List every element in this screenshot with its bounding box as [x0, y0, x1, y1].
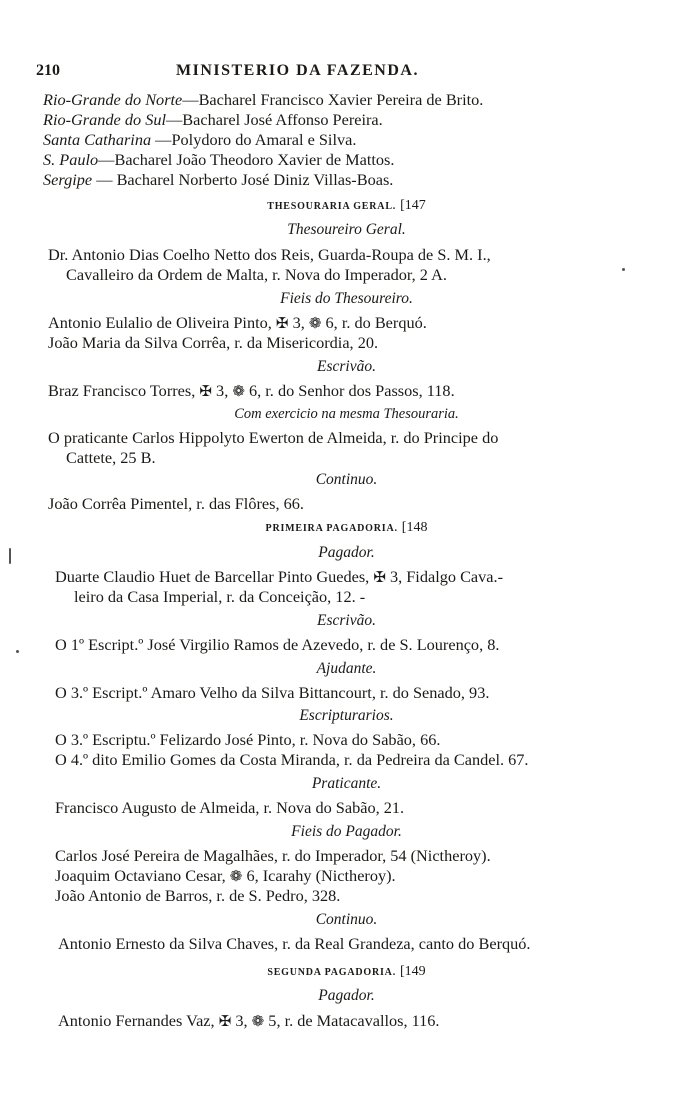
role-heading: Thesoureiro Geral.	[287, 221, 406, 238]
entry-line: João Antonio de Barros, r. de S. Pedro, 328.	[55, 886, 341, 905]
role-heading: Com exercicio na mesma Thesouraria.	[234, 406, 459, 422]
role-heading: Praticante.	[311, 775, 382, 792]
role-heading: Fieis do Thesoureiro.	[280, 290, 413, 307]
entry-line: João Corrêa Pimentel, r. das Flôres, 66.	[48, 494, 304, 513]
page-number: 210	[36, 62, 60, 79]
rose-order-icon: ❁	[232, 384, 245, 400]
entry-line: O 1º Escript.º José Virgilio Ramos de Azevedo, r. de S. Lourenço, 8.	[55, 635, 500, 654]
scan-speck	[622, 268, 625, 271]
cross-icon: ✠	[199, 384, 212, 400]
section-heading: PRIMEIRA PAGADORIA. [148	[265, 520, 428, 535]
entry-line: Cavalleiro da Ordem de Malta, r. Nova do Imperador, 2 A.	[66, 265, 447, 284]
entry-line: Carlos José Pereira de Magalhães, r. do Imperador, 54 (Nictheroy).	[55, 846, 491, 865]
entry-line: Francisco Augusto de Almeida, r. Nova do Sabão, 21.	[55, 798, 405, 817]
entry-line: João Maria da Silva Corrêa, r. da Misericordia, 20.	[48, 333, 379, 352]
entry-line: O praticante Carlos Hippolyto Ewerton de Almeida, r. do Principe do	[48, 428, 499, 447]
entry-line: O 3.º Escriptu.º Felizardo José Pinto, r. Nova do Sabão, 66.	[55, 730, 441, 749]
entry-line: Antonio Fernandes Vaz, ✠ 3, ❁ 5, r. de Matacavallos, 116.	[58, 1011, 440, 1030]
cross-icon: ✠	[275, 316, 289, 332]
role-heading: Continuo.	[315, 911, 378, 928]
province-line: Sergipe — Bacharel Norberto José Diniz Villas-Boas.	[43, 170, 394, 189]
scan-speck	[9, 548, 11, 564]
role-heading: Fieis do Pagador.	[291, 823, 402, 840]
role-heading: Ajudante.	[316, 660, 377, 677]
scan-speck	[16, 650, 19, 653]
role-heading: Escrivão.	[317, 612, 376, 629]
entry-line: Duarte Claudio Huet de Barcellar Pinto Guedes, ✠ 3, Fidalgo Cava.-	[55, 567, 504, 586]
entry-line: O 3.º Escript.º Amaro Velho da Silva Bittancourt, r. do Senado, 93.	[55, 683, 490, 702]
section-heading: SEGUNDA PAGADORIA. [149	[267, 964, 426, 979]
role-heading: Escripturarios.	[299, 707, 394, 724]
rose-order-icon: ❁	[251, 1014, 265, 1030]
section-number: [149	[400, 964, 426, 979]
entry-line: Dr. Antonio Dias Coelho Netto dos Reis, Guarda-Roupa de S. M. I.,	[48, 245, 491, 264]
province-line: S. Paulo—Bacharel João Theodoro Xavier de Mattos.	[43, 150, 395, 169]
cross-icon: ✠	[218, 1014, 232, 1030]
section-number: [147	[400, 198, 426, 213]
entry-line: Cattete, 25 B.	[66, 448, 156, 467]
section-number: [148	[401, 520, 428, 535]
cross-icon: ✠	[373, 570, 386, 586]
rose-order-icon: ❁	[229, 869, 243, 885]
entry-line: Braz Francisco Torres, ✠ 3, ❁ 6, r. do Senhor dos Passos, 118.	[48, 381, 455, 400]
role-heading: Pagador.	[318, 987, 375, 1004]
section-heading: THESOURARIA GERAL. [147	[267, 198, 426, 213]
page-header	[36, 62, 636, 84]
province-line: Rio-Grande do Norte—Bacharel Francisco Xavier Pereira de Brito.	[43, 90, 484, 109]
role-heading: Escrivão.	[317, 358, 376, 375]
entry-line: Joaquim Octaviano Cesar, ❁ 6, Icarahy (Nictheroy).	[55, 866, 396, 885]
role-heading: Pagador.	[318, 544, 375, 561]
page-title: MINISTERIO DA FAZENDA.	[176, 62, 419, 79]
province-line: Rio-Grande do Sul—Bacharel José Affonso Pereira.	[43, 110, 383, 129]
role-heading: Continuo.	[315, 471, 378, 488]
rose-order-icon: ❁	[308, 316, 322, 332]
province-line: Santa Catharina —Polydoro do Amaral e Silva.	[43, 130, 357, 149]
entry-line: Antonio Ernesto da Silva Chaves, r. da Real Grandeza, canto do Berquó.	[58, 934, 531, 953]
entry-line: leiro da Casa Imperial, r. da Conceição, 12. -	[74, 587, 366, 606]
entry-line: Antonio Eulalio de Oliveira Pinto, ✠ 3, ❁ 6, r. do Berquó.	[48, 313, 427, 332]
entry-line: O 4.º dito Emilio Gomes da Costa Miranda, r. da Pedreira da Candel. 67.	[55, 750, 529, 769]
